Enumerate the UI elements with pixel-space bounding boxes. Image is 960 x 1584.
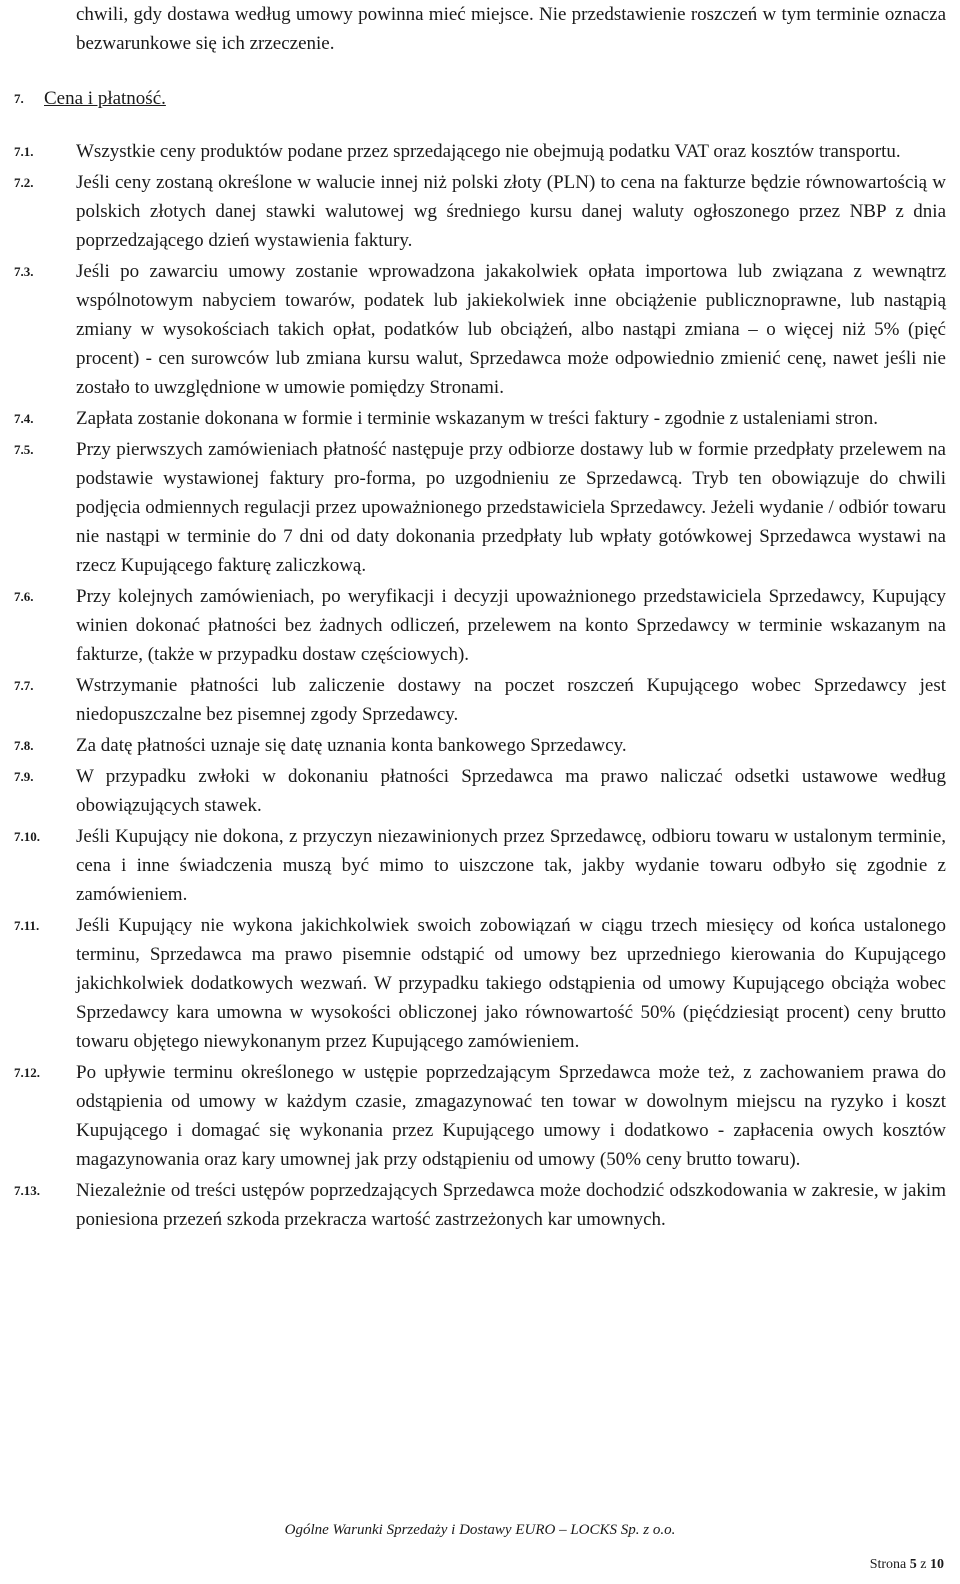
clause-item	[0, 762, 960, 820]
clause-item	[0, 168, 960, 255]
clause-item	[0, 404, 960, 433]
page-number	[870, 1555, 944, 1575]
clause-item	[0, 435, 960, 580]
page-total: 10	[930, 1557, 944, 1572]
clause-text: Wszystkie ceny produktów podane przez sprzedającego nie obejmują podatku VAT oraz kosztów transportu.	[76, 141, 901, 162]
clause-text: Za datę płatności uznaje się datę uznania konta bankowego Sprzedawcy.	[76, 735, 627, 756]
clause-text: Jeśli po zawarciu umowy zostanie wprowadzona jakakolwiek opłata importowa lub związana z wewnątrz wspólnotowym nabyciem towarów, podatek lub jakiekolwiek inne obciążenie publicznoprawne, lub nastąpią zmiany w wysokościach takich opłat, podatków lub obciążeń, albo nastąpi zmiana – o więcej niż 5% (pięć procent) - cen surowców lub zmiana kursu walut, Sprzedawca może odpowiednio zmienić cenę, nawet jeśli nie zostało to uwzględnione w umowie pomiędzy Stronami.	[76, 261, 946, 398]
clause-number: 7.4.	[14, 411, 34, 426]
clause-text: Wstrzymanie płatności lub zaliczenie dostawy na poczet roszczeń Kupującego wobec Sprzedawcy jest niedopuszczalne bez pisemnej zgody Sprzedawcy.	[76, 675, 946, 725]
clause-item	[0, 911, 960, 1056]
clause-list	[0, 137, 960, 1236]
clause-text: Przy pierwszych zamówieniach płatność następuje przy odbiorze dostawy lub w formie przedpłaty przelewem na podstawie wystawionej faktury pro-forma, po uzgodnieniu ze Sprzedawcą. Tryb ten obowiązuje do chwili podjęcia odmiennych regulacji przez upoważnionego przedstawiciela Sprzedawcy. Jeżeli wydanie / odbiór towaru nie nastąpi w terminie do 7 dni od daty dokonania przedpłaty lub wpłaty gotówkowej Sprzedawca wystawi na rzecz Kupującego fakturę zaliczkową.	[76, 439, 946, 576]
clause-number: 7.2.	[14, 175, 34, 190]
clause-item	[0, 1176, 960, 1234]
section-number: 7.	[14, 91, 24, 106]
section-title: Cena i płatność.	[44, 88, 166, 109]
clause-item	[0, 822, 960, 909]
clause-number: 7.13.	[14, 1183, 40, 1198]
page-word: Strona	[869, 1557, 907, 1572]
clause-text: Jeśli Kupujący nie wykona jakichkolwiek swoich zobowiązań w ciągu trzech miesięcy od końca ustalonego terminu, Sprzedawca ma prawo pisemnie odstąpić od umowy bez uprzedniego kierowania do Kupującego jakichkolwiek dodatkowych wezwań. W przypadku takiego odstąpienia od umowy Kupującego obciąża wobec Sprzedawcy kara umowna w wysokości obliczonej jako równowartość 50% (pięćdziesiąt procent) ceny brutto towaru objętego niewykonanym przez Kupującego zamówieniem.	[76, 915, 946, 1052]
intro-paragraph: chwili, gdy dostawa według umowy powinna mieć miejsce. Nie przedstawienie roszczeń w tym terminie oznacza bezwarunkowe się ich zrzeczenie.	[76, 4, 946, 54]
clause-item	[0, 671, 960, 729]
section-heading	[0, 84, 960, 113]
clause-number: 7.11.	[14, 918, 40, 933]
clause-number: 7.10.	[14, 829, 40, 844]
footer-document-title: Ogólne Warunki Sprzedaży i Dostawy EURO – LOCKS Sp. z o.o.	[284, 1522, 676, 1538]
clause-text: Jeśli Kupujący nie dokona, z przyczyn niezawinionych przez Sprzedawcę, odbioru towaru w ustalonym terminie, cena i inne świadczenia muszą być mimo to uiszczone tak, jakby wydanie towaru odbyło się zgodnie z zamówieniem.	[76, 826, 946, 905]
clause-text: Zapłata zostanie dokonana w formie i terminie wskazanym w treści faktury - zgodnie z ustaleniami stron.	[76, 408, 878, 429]
clause-number: 7.6.	[14, 589, 34, 604]
clause-text: Po upływie terminu określonego w ustępie poprzedzającym Sprzedawca może też, z zachowaniem prawa do odstąpienia od umowy w każdym czasie, zmagazynować ten towar w dowolnym miejscu na ryzyko i koszt Kupującego i domagać się wykonania przez Kupującego umowy i dodatkowo - zapłacenia owych kosztów magazynowania oraz kary umownej jak przy odstąpieniu od umowy (50% ceny brutto towaru).	[76, 1062, 946, 1170]
clause-item	[0, 1058, 960, 1174]
clause-number: 7.8.	[14, 738, 34, 753]
clause-number: 7.12.	[14, 1065, 40, 1080]
page-of: z	[920, 1557, 927, 1572]
clause-item	[0, 731, 960, 760]
clause-text: W przypadku zwłoki w dokonaniu płatności Sprzedawca ma prawo naliczać odsetki ustawowe według obowiązujących stawek.	[76, 766, 946, 816]
page-current: 5	[909, 1557, 917, 1572]
clause-text: Jeśli ceny zostaną określone w walucie innej niż polski złoty (PLN) to cena na fakturze będzie równowartością w polskich złotych danej stawki walutowej wg średniego kursu danej waluty ogłoszonego przez NBP z dnia poprzedzającego dzień wystawienia faktury.	[76, 172, 946, 251]
clause-text: Przy kolejnych zamówieniach, po weryfikacji i decyzji upoważnionego przedstawiciela Sprzedawcy, Kupujący winien dokonać płatności bez żadnych odliczeń, przelewem na konto Sprzedawcy w terminie wskazanym na fakturze, (także w przypadku dostaw częściowych).	[76, 586, 946, 665]
clause-number: 7.1.	[14, 144, 34, 159]
clause-item	[0, 582, 960, 669]
clause-number: 7.9.	[14, 769, 34, 784]
clause-number: 7.3.	[14, 264, 34, 279]
clause-item	[0, 257, 960, 402]
clause-number: 7.5.	[14, 442, 34, 457]
clause-item	[0, 137, 960, 166]
clause-number: 7.7.	[14, 678, 34, 693]
clause-text: Niezależnie od treści ustępów poprzedzających Sprzedawca może dochodzić odszkodowania w zakresie, w jakim poniesiona przezeń szkoda przekracza wartość zastrzeżonych kar umownych.	[76, 1180, 946, 1230]
